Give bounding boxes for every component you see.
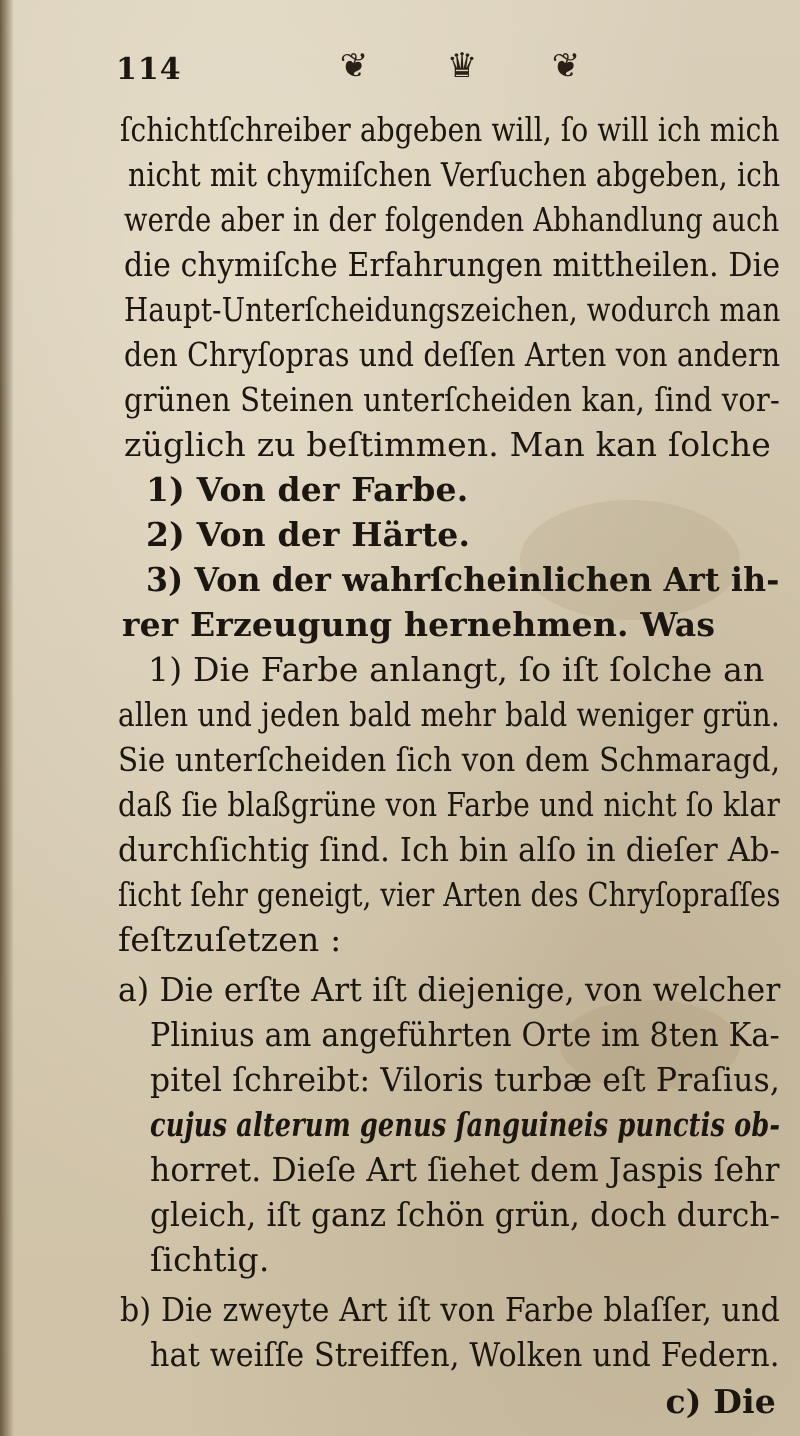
text-line: b) Die zweyte Art iſt von Farbe blaſſer, und bbox=[120, 1290, 780, 1329]
catchword: c) Die bbox=[665, 1382, 776, 1421]
text-line: pitel ſchreibt: Viloris turbæ eſt Praſius, bbox=[150, 1060, 781, 1099]
text-line: Plinius am angeführten Orte im 8ten Ka- bbox=[150, 1015, 780, 1054]
text-line: züglich zu beſtimmen. Man kan ſolche bbox=[124, 425, 771, 464]
text-line: Haupt-Unterſcheidungszeichen, wodurch man bbox=[124, 290, 781, 329]
text-line: a) Die erſte Art iſt diejenige, von welcher bbox=[118, 970, 781, 1009]
text-line: ſicht ſehr geneigt, vier Arten des Chryſopraſſes bbox=[118, 875, 781, 914]
text-line: hat weiſſe Streiffen, Wolken und Federn. bbox=[150, 1335, 780, 1374]
text-line: feſtzuſetzen : bbox=[118, 920, 342, 959]
text-line: allen und jeden bald mehr bald weniger grün. bbox=[118, 695, 780, 734]
text-line: ſichtig. bbox=[150, 1240, 270, 1279]
text-line: die chymiſche Erfahrungen mittheilen. Die bbox=[124, 245, 781, 284]
text-line: gleich, iſt ganz ſchön grün, doch durch- bbox=[150, 1195, 781, 1234]
list-item: 2) Von der Härte. bbox=[146, 515, 471, 554]
text-line: durchſichtig ſind. Ich bin alſo in dieſer Ab- bbox=[118, 830, 781, 869]
list-item: 3) Von der wahrſcheinlichen Art ih- bbox=[146, 560, 780, 599]
list-item: 1) Von der Farbe. bbox=[146, 470, 469, 509]
latin-quote-line: cujus alterum genus ſanguineis punctis ob- bbox=[150, 1105, 781, 1144]
text-line: den Chryſopras und deſſen Arten von andern bbox=[124, 335, 781, 374]
text-line: rer Erzeugung hernehmen. Was bbox=[122, 605, 716, 644]
text-line: daß ſie blaßgrüne von Farbe und nicht ſo klar bbox=[118, 785, 781, 824]
page-edge-shadow bbox=[0, 0, 14, 1436]
page-number: 114 bbox=[116, 52, 182, 87]
floral-ornament-icon: ❦ bbox=[339, 46, 369, 86]
text-line: grünen Steinen unterſcheiden kan, ſind vor- bbox=[124, 380, 780, 419]
text-line: 1) Die Farbe anlangt, ſo iſt ſolche an bbox=[148, 650, 765, 689]
text-line: horret. Dieſe Art ſiehet dem Jaspis ſehr bbox=[150, 1150, 780, 1189]
text-line: werde aber in der folgenden Abhandlung auch bbox=[124, 200, 780, 239]
floral-ornament-icon: ❦ bbox=[551, 46, 581, 86]
text-line: ſchichtſchreiber abgeben will, ſo will ich mich bbox=[120, 110, 780, 149]
text-line: Sie unterſcheiden ſich von dem Schmaragd, bbox=[118, 740, 781, 779]
page-header bbox=[116, 40, 776, 110]
crown-ornament-icon: ♛ bbox=[446, 46, 478, 86]
text-line: nicht mit chymiſchen Verſuchen abgeben, ich bbox=[128, 155, 781, 194]
